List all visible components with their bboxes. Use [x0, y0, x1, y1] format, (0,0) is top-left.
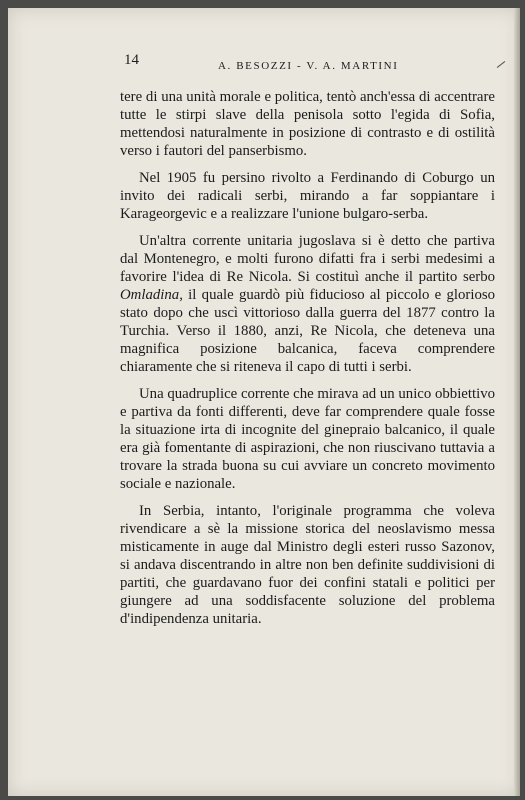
paragraph-1: tere di una unità morale e politica, tentò anch'essa di accentrare tutte le stirpi slave della penisola sotto l'egida di Sofia, mettendosi naturalmente in posizione di contrasto e di ostilità verso i fautori del panserbismo.	[120, 89, 495, 159]
party-name-italic: Omladina	[120, 287, 180, 303]
paragraph-4: Una quadruplice corrente che mirava ad un unico obbiettivo e partiva da fonti differenti, deve far comprendere quale fosse la situazione irta di incognite del ginepraio balcanico, il quale era già fomentante di aspirazioni, che non riuscivano tuttavia a trovare la strada buona su cui avviare un concreto movimento sociale e nazionale.	[120, 386, 495, 492]
paragraph-3-text-before: Un'altra corrente unitaria jugoslava si è detto che partiva dal Montenegro, e molti furono difatti fra i serbi medesimi a favorire l'idea di Re Nicola. Si costituì anche il partito serbo	[120, 233, 495, 285]
book-page	[8, 8, 520, 796]
paragraph-2: Nel 1905 fu persino rivolto a Ferdinando di Coburgo un invito dei radicali serbi, mirando a far soppiantare i Karageorgevic e a realizzare l'unione bulgaro-serba.	[120, 170, 495, 222]
page-header	[8, 52, 520, 74]
paragraph-3-text-after: , il quale guardò più fiducioso al piccolo e glorioso stato dopo che uscì vittorioso dalla guerra del 1877 contro la Turchia. Verso il 1880, anzi, Re Nicola, che deteneva una magnifica posizione balcanica, faceva comprendere chiaramente che si riteneva il capo di tutti i serbi.	[120, 287, 495, 375]
running-head: A. BESOZZI - V. A. MARTINI	[218, 60, 399, 72]
paragraph-3	[120, 232, 495, 376]
paragraph-5: In Serbia, intanto, l'originale programma che voleva rivendicare a sè la missione storica del neoslavismo messa misticamente in auge dal Ministro degli esteri russo Sazonov, si andava discentrando in altre non ben definite suddivisioni di partiti, che guardavano fuor dei confini statali e politici per giungere ad una soddisfacente soluzione del problema d'indipendenza unitaria.	[120, 503, 495, 627]
pencil-mark	[497, 61, 505, 68]
body-text	[120, 88, 495, 637]
page-number: 14	[124, 52, 139, 68]
page-edge-shadow	[514, 8, 520, 796]
